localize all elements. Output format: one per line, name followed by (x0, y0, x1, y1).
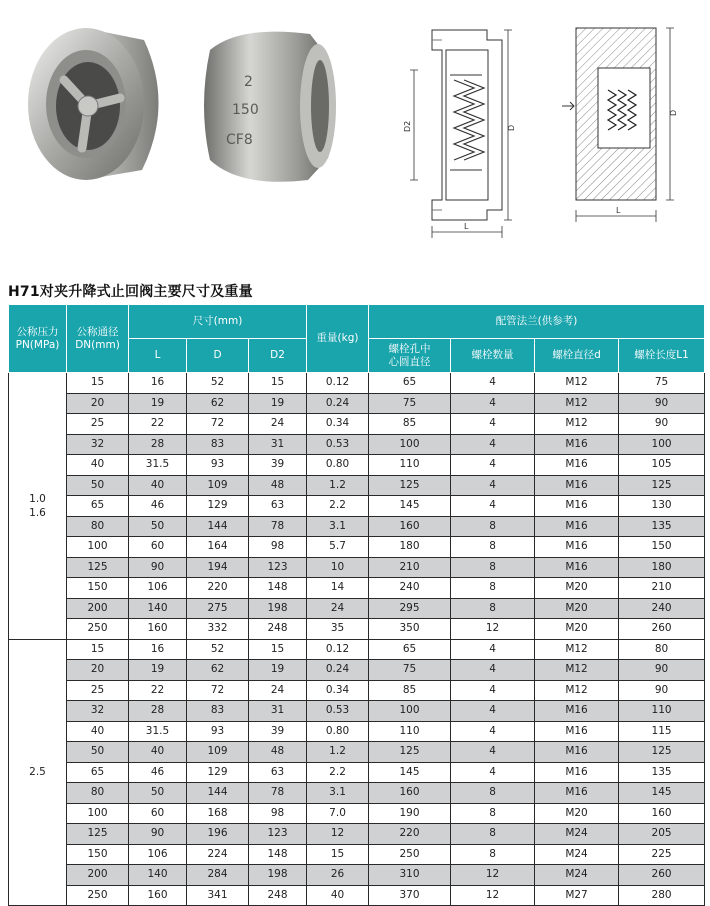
table-cell: 12 (451, 865, 535, 886)
table-cell: 115 (619, 721, 705, 742)
header-pn-text: 公称压力 PN(MPa) (15, 325, 60, 351)
table-cell: 50 (129, 516, 187, 537)
table-cell: 80 (67, 516, 129, 537)
table-cell: 4 (451, 680, 535, 701)
table-cell: 19 (249, 393, 307, 414)
table-cell: 4 (451, 414, 535, 435)
table-cell: 25 (67, 680, 129, 701)
table-cell: 46 (129, 496, 187, 517)
table-cell: 7.0 (307, 803, 369, 824)
table-cell: 40 (67, 455, 129, 476)
table-cell: 24 (307, 598, 369, 619)
table-cell: 220 (187, 578, 249, 599)
table-cell: 4 (451, 721, 535, 742)
table-cell: 0.24 (307, 660, 369, 681)
table-cell: M16 (535, 537, 619, 558)
table-cell: 22 (129, 680, 187, 701)
table-cell: 15 (67, 373, 129, 394)
table-cell: 4 (451, 762, 535, 783)
table-cell: 100 (619, 434, 705, 455)
table-cell: 8 (451, 537, 535, 558)
table-cell: 194 (187, 557, 249, 578)
table-cell: 140 (129, 598, 187, 619)
table-cell: 110 (369, 721, 451, 742)
table-cell: 90 (619, 414, 705, 435)
table-row (9, 393, 705, 414)
table-cell: 160 (129, 619, 187, 640)
header-bolt-circle (369, 339, 451, 373)
table-cell: 106 (129, 844, 187, 865)
table-cell: 180 (369, 537, 451, 558)
table-cell: 2.2 (307, 762, 369, 783)
table-cell: 135 (619, 516, 705, 537)
table-cell: 90 (129, 557, 187, 578)
table-cell: 50 (67, 742, 129, 763)
table-cell: 15 (249, 373, 307, 394)
table-cell: M20 (535, 619, 619, 640)
table-cell: 12 (451, 619, 535, 640)
table-cell: 125 (369, 742, 451, 763)
table-cell: 210 (619, 578, 705, 599)
table-row (9, 721, 705, 742)
table-cell: M16 (535, 475, 619, 496)
table-cell: 72 (187, 414, 249, 435)
table-cell: 0.24 (307, 393, 369, 414)
table-cell: 4 (451, 393, 535, 414)
table-cell: 60 (129, 537, 187, 558)
table-cell: 160 (369, 516, 451, 537)
table-cell: 8 (451, 516, 535, 537)
valve-side-photo (200, 20, 345, 190)
table-cell: M16 (535, 701, 619, 722)
table-cell: 4 (451, 701, 535, 722)
header-d: D (187, 339, 249, 373)
table-cell: 148 (249, 578, 307, 599)
product-figures (0, 0, 710, 262)
table-cell: 150 (619, 537, 705, 558)
table-cell: 65 (67, 496, 129, 517)
photo-text-2: 150 (232, 102, 259, 118)
table-cell: 100 (67, 803, 129, 824)
table-cell: 0.80 (307, 721, 369, 742)
table-cell: M16 (535, 742, 619, 763)
table-cell: 0.34 (307, 414, 369, 435)
table-cell: 4 (451, 742, 535, 763)
table-cell: 40 (129, 475, 187, 496)
table-row (9, 844, 705, 865)
table-cell: 109 (187, 742, 249, 763)
table-cell: 250 (67, 885, 129, 906)
table-cell: 4 (451, 373, 535, 394)
pn-cell (9, 373, 67, 640)
table-cell: 39 (249, 455, 307, 476)
pn-value: 2.5 (29, 766, 46, 779)
header-pn (9, 305, 67, 373)
table-cell: 160 (619, 803, 705, 824)
table-cell: 210 (369, 557, 451, 578)
table-cell: 168 (187, 803, 249, 824)
table-cell: 160 (129, 885, 187, 906)
table-row (9, 455, 705, 476)
table-cell: 98 (249, 803, 307, 824)
header-bolt-dia: 螺栓直径d (535, 339, 619, 373)
table-cell: 24 (249, 414, 307, 435)
table-cell: 78 (249, 516, 307, 537)
table-cell: 85 (369, 414, 451, 435)
table-cell: 31 (249, 701, 307, 722)
cross-section-drawing-right (560, 20, 695, 230)
table-cell: 80 (619, 639, 705, 660)
table-cell: 150 (67, 844, 129, 865)
drawing-label-l-right: L (616, 206, 621, 215)
table-cell: 205 (619, 824, 705, 845)
table-cell: 150 (67, 578, 129, 599)
table-row (9, 475, 705, 496)
table-cell: 25 (67, 414, 129, 435)
table-cell: 295 (369, 598, 451, 619)
table-cell: 310 (369, 865, 451, 886)
table-row (9, 557, 705, 578)
table-cell: 98 (249, 537, 307, 558)
table-cell: M16 (535, 516, 619, 537)
table-cell: 1.2 (307, 475, 369, 496)
table-cell: 52 (187, 373, 249, 394)
page-title: H71对夹升降式止回阀主要尺寸及重量 (8, 284, 253, 300)
table-cell: 48 (249, 742, 307, 763)
table-cell: M12 (535, 660, 619, 681)
header-size: 尺寸(mm) (129, 305, 307, 339)
table-cell: 16 (129, 639, 187, 660)
table-row (9, 516, 705, 537)
table-cell: 260 (619, 865, 705, 886)
header-bolt-circle-text: 螺栓孔中 心圆直径 (388, 342, 431, 368)
table-cell: M24 (535, 824, 619, 845)
pn-cell (9, 639, 67, 906)
table-cell: 85 (369, 680, 451, 701)
table-cell: 144 (187, 516, 249, 537)
table-cell: M16 (535, 721, 619, 742)
table-cell: 48 (249, 475, 307, 496)
table-cell: 46 (129, 762, 187, 783)
table-cell: 62 (187, 393, 249, 414)
table-cell: 0.12 (307, 639, 369, 660)
table-cell: 52 (187, 639, 249, 660)
table-cell: 8 (451, 803, 535, 824)
table-cell: 110 (369, 455, 451, 476)
table-cell: 28 (129, 701, 187, 722)
table-cell: 105 (619, 455, 705, 476)
table-cell: 8 (451, 578, 535, 599)
table-row (9, 434, 705, 455)
table-cell: 31 (249, 434, 307, 455)
table-cell: 65 (67, 762, 129, 783)
header-l: L (129, 339, 187, 373)
table-cell: M12 (535, 373, 619, 394)
table-cell: 20 (67, 393, 129, 414)
table-cell: 8 (451, 824, 535, 845)
table-cell: 148 (249, 844, 307, 865)
table-cell: 180 (619, 557, 705, 578)
table-cell: 145 (369, 762, 451, 783)
table-cell: 109 (187, 475, 249, 496)
table-cell: 40 (129, 742, 187, 763)
table-cell: 5.7 (307, 537, 369, 558)
spec-table-body (9, 373, 705, 906)
drawing-label-l: L (464, 222, 469, 231)
table-cell: 350 (369, 619, 451, 640)
table-cell: 65 (369, 639, 451, 660)
table-cell: 130 (619, 496, 705, 517)
table-cell: 4 (451, 455, 535, 476)
table-cell: M16 (535, 434, 619, 455)
table-cell: 39 (249, 721, 307, 742)
table-cell: 248 (249, 619, 307, 640)
table-cell: 100 (369, 434, 451, 455)
table-cell: 125 (619, 475, 705, 496)
table-row (9, 537, 705, 558)
table-cell: M12 (535, 680, 619, 701)
table-cell: 1.2 (307, 742, 369, 763)
table-row (9, 598, 705, 619)
table-cell: 93 (187, 721, 249, 742)
table-cell: 332 (187, 619, 249, 640)
table-row (9, 414, 705, 435)
table-cell: M27 (535, 885, 619, 906)
table-cell: 200 (67, 865, 129, 886)
table-cell: 280 (619, 885, 705, 906)
header-dn (67, 305, 129, 373)
table-cell: 240 (369, 578, 451, 599)
table-cell: 35 (307, 619, 369, 640)
header-d2: D2 (249, 339, 307, 373)
table-cell: 10 (307, 557, 369, 578)
table-row (9, 578, 705, 599)
table-cell: 110 (619, 701, 705, 722)
table-cell: 50 (129, 783, 187, 804)
table-cell: 275 (187, 598, 249, 619)
table-cell: 224 (187, 844, 249, 865)
table-cell: 100 (67, 537, 129, 558)
table-cell: 15 (307, 844, 369, 865)
table-cell: 32 (67, 701, 129, 722)
table-cell: 50 (67, 475, 129, 496)
table-cell: M20 (535, 598, 619, 619)
photo-text-3: CF8 (226, 132, 253, 148)
table-row (9, 701, 705, 722)
table-cell: 40 (307, 885, 369, 906)
table-row (9, 865, 705, 886)
table-cell: 125 (369, 475, 451, 496)
table-cell: 200 (67, 598, 129, 619)
table-cell: 8 (451, 844, 535, 865)
table-cell: 90 (129, 824, 187, 845)
header-weight: 重量(kg) (307, 305, 369, 373)
table-cell: 240 (619, 598, 705, 619)
table-cell: 125 (67, 824, 129, 845)
table-cell: 31.5 (129, 455, 187, 476)
table-row (9, 680, 705, 701)
table-cell: M20 (535, 803, 619, 824)
table-cell: 144 (187, 783, 249, 804)
table-row (9, 762, 705, 783)
table-cell: M16 (535, 762, 619, 783)
table-cell: 14 (307, 578, 369, 599)
table-cell: 370 (369, 885, 451, 906)
cross-section-drawing-left (402, 10, 517, 245)
table-cell: M16 (535, 783, 619, 804)
table-cell: 63 (249, 496, 307, 517)
table-cell: 16 (129, 373, 187, 394)
table-cell: 3.1 (307, 783, 369, 804)
table-cell: 4 (451, 639, 535, 660)
table-row (9, 824, 705, 845)
table-row (9, 803, 705, 824)
table-cell: 20 (67, 660, 129, 681)
table-cell: 65 (369, 373, 451, 394)
table-cell: 4 (451, 660, 535, 681)
table-cell: 40 (67, 721, 129, 742)
table-cell: 145 (369, 496, 451, 517)
table-cell: 106 (129, 578, 187, 599)
table-cell: 198 (249, 598, 307, 619)
table-cell: 63 (249, 762, 307, 783)
table-row (9, 742, 705, 763)
table-cell: 123 (249, 824, 307, 845)
table-cell: 26 (307, 865, 369, 886)
table-cell: M16 (535, 557, 619, 578)
table-cell: 0.53 (307, 701, 369, 722)
table-cell: M12 (535, 639, 619, 660)
table-cell: 129 (187, 762, 249, 783)
table-cell: 160 (369, 783, 451, 804)
header-dn-text: 公称通径 DN(mm) (75, 325, 120, 351)
table-cell: 8 (451, 598, 535, 619)
table-cell: 225 (619, 844, 705, 865)
table-cell: 0.12 (307, 373, 369, 394)
table-row (9, 373, 705, 394)
table-cell: 78 (249, 783, 307, 804)
table-cell: 83 (187, 701, 249, 722)
table-cell: 4 (451, 475, 535, 496)
table-cell: M20 (535, 578, 619, 599)
table-cell: 100 (369, 701, 451, 722)
table-cell: 72 (187, 680, 249, 701)
table-cell: 75 (369, 393, 451, 414)
table-cell: 19 (129, 393, 187, 414)
table-cell: 90 (619, 660, 705, 681)
table-cell: 125 (619, 742, 705, 763)
table-cell: 93 (187, 455, 249, 476)
table-cell: 0.53 (307, 434, 369, 455)
table-row (9, 885, 705, 906)
table-cell: 220 (369, 824, 451, 845)
table-cell: 75 (619, 373, 705, 394)
table-cell: 12 (451, 885, 535, 906)
table-cell: M16 (535, 496, 619, 517)
table-cell: 2.2 (307, 496, 369, 517)
table-cell: 198 (249, 865, 307, 886)
drawing-label-d: D (507, 124, 516, 131)
photo-text-1: 2 (244, 74, 253, 90)
table-cell: M12 (535, 393, 619, 414)
header-bolt-len: 螺栓长度L1 (619, 339, 705, 373)
table-cell: 190 (369, 803, 451, 824)
table-cell: 135 (619, 762, 705, 783)
table-cell: 0.34 (307, 680, 369, 701)
table-cell: 83 (187, 434, 249, 455)
table-row (9, 783, 705, 804)
table-cell: 3.1 (307, 516, 369, 537)
table-cell: 62 (187, 660, 249, 681)
table-cell: 28 (129, 434, 187, 455)
header-flange: 配管法兰(供参考) (369, 305, 705, 339)
table-cell: 250 (369, 844, 451, 865)
table-cell: 284 (187, 865, 249, 886)
table-cell: 4 (451, 434, 535, 455)
table-cell: M24 (535, 865, 619, 886)
table-cell: 19 (249, 660, 307, 681)
table-cell: 129 (187, 496, 249, 517)
table-cell: 196 (187, 824, 249, 845)
table-cell: 248 (249, 885, 307, 906)
table-cell: 31.5 (129, 721, 187, 742)
drawing-label-d2: D2 (403, 120, 412, 132)
table-cell: 32 (67, 434, 129, 455)
table-cell: 0.80 (307, 455, 369, 476)
table-row (9, 496, 705, 517)
table-row (9, 619, 705, 640)
table-cell: 75 (369, 660, 451, 681)
table-cell: 164 (187, 537, 249, 558)
pn-value: 1.0 1.6 (29, 492, 46, 519)
table-cell: 125 (67, 557, 129, 578)
table-cell: 8 (451, 783, 535, 804)
table-cell: M16 (535, 455, 619, 476)
valve-front-photo (24, 20, 174, 190)
table-cell: 123 (249, 557, 307, 578)
header-bolt-count: 螺栓数量 (451, 339, 535, 373)
table-cell: 90 (619, 393, 705, 414)
table-cell: 60 (129, 803, 187, 824)
table-cell: 4 (451, 496, 535, 517)
table-cell: 80 (67, 783, 129, 804)
table-cell: M12 (535, 414, 619, 435)
table-cell: M24 (535, 844, 619, 865)
table-cell: 22 (129, 414, 187, 435)
table-cell: 250 (67, 619, 129, 640)
table-cell: 90 (619, 680, 705, 701)
spec-table (8, 304, 705, 906)
table-cell: 341 (187, 885, 249, 906)
drawing-label-d-right: D (669, 109, 678, 116)
table-cell: 260 (619, 619, 705, 640)
table-cell: 8 (451, 557, 535, 578)
table-cell: 15 (249, 639, 307, 660)
table-cell: 24 (249, 680, 307, 701)
table-row (9, 660, 705, 681)
table-cell: 145 (619, 783, 705, 804)
table-cell: 15 (67, 639, 129, 660)
table-cell: 19 (129, 660, 187, 681)
table-cell: 140 (129, 865, 187, 886)
table-row (9, 639, 705, 660)
table-cell: 12 (307, 824, 369, 845)
